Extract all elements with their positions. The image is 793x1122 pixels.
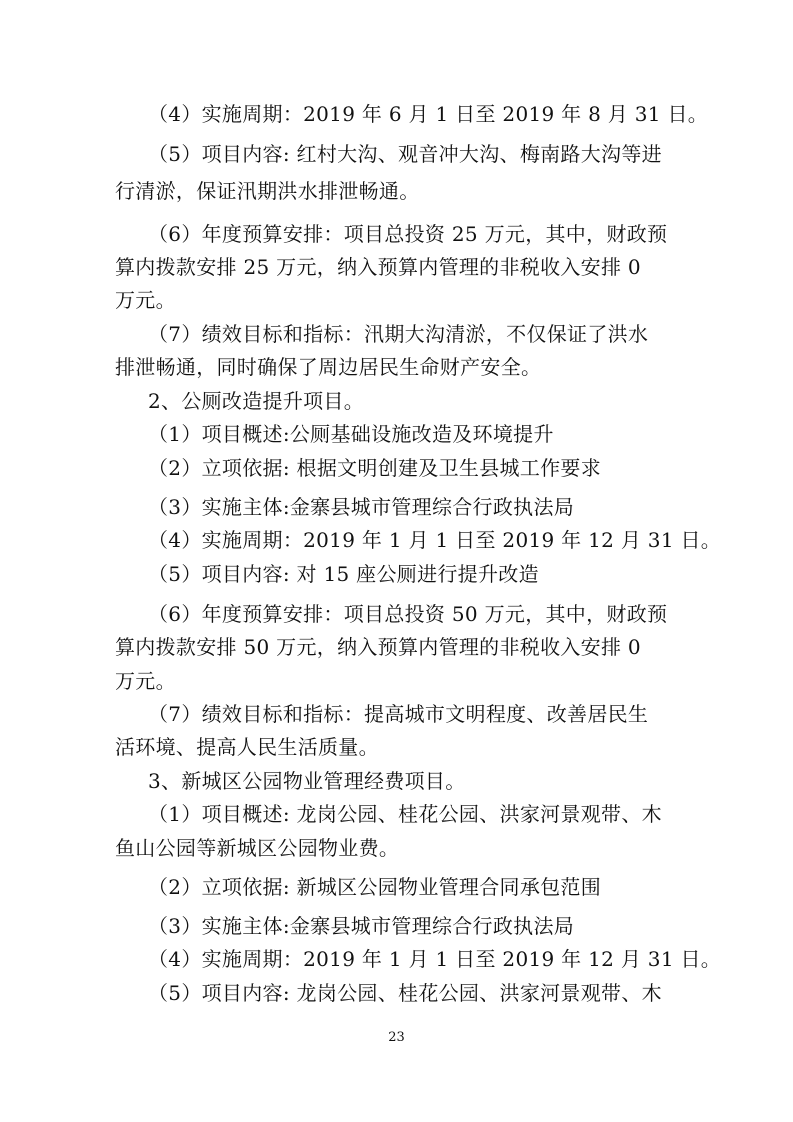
text-line: （2）立项依据: 新城区公园物业管理合同承包范围 (148, 875, 602, 899)
page-number: 23 (388, 1030, 405, 1045)
text-line: 活环境、提高人民生活质量。 (115, 735, 379, 759)
text-line: （4）实施周期：2019 年 1 月 1 日至 2019 年 12 月 31 日。 (148, 528, 722, 552)
text-line: 算内拨款安排 25 万元，纳入预算内管理的非税收入安排 0 (115, 255, 641, 279)
text-line: 鱼山公园等新城区公园物业费。 (115, 836, 400, 860)
text-line: 排泄畅通，同时确保了周边居民生命财产安全。 (115, 355, 542, 379)
text-line: （5）项目内容: 龙岗公园、桂花公园、洪家河景观带、木 (148, 981, 662, 1005)
text-line: （7）绩效目标和指标：汛期大沟清淤，不仅保证了洪水 (148, 322, 649, 346)
section-heading: 2、公厕改造提升项目。 (148, 389, 365, 413)
text-line: （5）项目内容: 对 15 座公厕进行提升改造 (148, 562, 539, 586)
text-line: （1）项目概述:公厕基础设施改造及环境提升 (148, 422, 554, 446)
text-line: （5）项目内容: 红村大沟、观音冲大沟、梅南路大沟等进 (148, 142, 662, 166)
text-line: （6）年度预算安排：项目总投资 25 万元，其中，财政预 (148, 222, 668, 246)
text-line: 行清淤，保证汛期洪水排泄畅通。 (115, 179, 420, 203)
text-line: （7）绩效目标和指标：提高城市文明程度、改善居民生 (148, 702, 649, 726)
text-line: （4）实施周期：2019 年 1 月 1 日至 2019 年 12 月 31 日。 (148, 947, 722, 971)
text-line: （1）项目概述: 龙岗公园、桂花公园、洪家河景观带、木 (148, 802, 662, 826)
text-line: 算内拨款安排 50 万元，纳入预算内管理的非税收入安排 0 (115, 635, 641, 659)
text-line: （3）实施主体:金寨县城市管理综合行政执法局 (148, 495, 575, 519)
text-line: 万元。 (115, 669, 176, 693)
text-line: （2）立项依据: 根据文明创建及卫生县城工作要求 (148, 456, 602, 480)
text-line: （4）实施周期：2019 年 6 月 1 日至 2019 年 8 月 31 日。 (148, 102, 709, 126)
text-line: （6）年度预算安排：项目总投资 50 万元，其中，财政预 (148, 602, 668, 626)
text-line: （3）实施主体:金寨县城市管理综合行政执法局 (148, 914, 575, 938)
text-line: 万元。 (115, 288, 176, 312)
section-heading: 3、新城区公园物业管理经费项目。 (148, 769, 466, 793)
